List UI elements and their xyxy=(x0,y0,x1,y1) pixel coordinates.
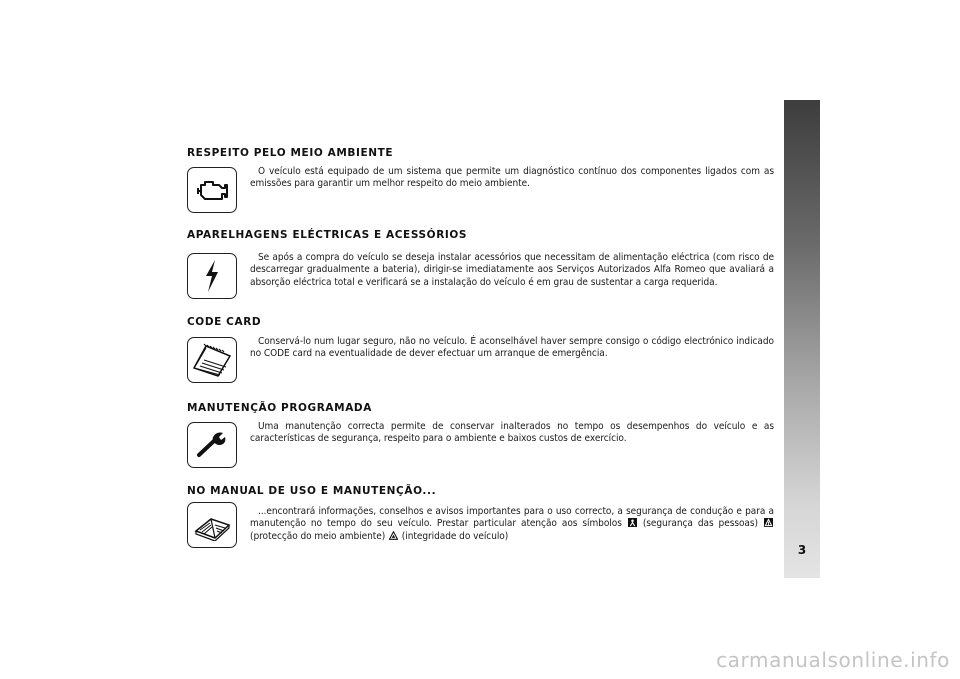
section-title-maintenance: MANUTENÇÃO PROGRAMADA xyxy=(187,402,372,414)
engine-icon-box xyxy=(187,167,237,213)
section-title-environment: RESPEITO PELO MEIO AMBIENTE xyxy=(187,147,394,159)
person-safety-icon xyxy=(628,518,637,527)
code-card-icon xyxy=(192,342,232,378)
section-text-maintenance: Uma manutenção correcta permite de conservar inalterados no tempo os desempenhos do veículo e as características de segurança, respeito para o ambiente e baixos custos de exercício. xyxy=(250,421,774,445)
open-book-icon xyxy=(193,509,231,541)
watermark: carmanualsonline.info xyxy=(716,648,950,672)
lightning-icon-box xyxy=(187,253,237,299)
side-tab xyxy=(784,100,820,578)
section-text-environment: O veículo está equipado de um sistema que permite um diagnóstico contínuo dos componentes ligados com as emissões para garantir um melhor respeito do meio ambiente. xyxy=(250,166,774,190)
wrench-icon-box xyxy=(187,422,237,468)
section-title-code-card: CODE CARD xyxy=(187,316,262,328)
section-title-electrical: APARELHAGENS ELÉCTRICAS E ACESSÓRIOS xyxy=(187,229,468,241)
open-book-icon-box xyxy=(187,502,237,548)
lightning-icon xyxy=(201,258,223,294)
page-number: 3 xyxy=(797,543,807,557)
section-text-electrical: Se após a compra do veículo se deseja instalar acessórios que necessitam de alimentação eléctrica (com risco de descarregar gradualmente a bateria), dirigir-se imediatamente aos Serviços Autorizados Alfa Romeo que avaliará a absorção eléctrica total e verificará se a instalação do veículo é em grau de sustentar a carga requerida. xyxy=(250,252,774,288)
engine-icon xyxy=(195,177,229,203)
code-card-icon-box xyxy=(187,337,237,383)
section-text-code-card: Conservá-lo num lugar seguro, não no veículo. É aconselhável haver sempre consigo o código electrónico indicado no CODE card na eventualidade de dever efectuar um arranque de emergência. xyxy=(250,336,774,360)
environment-icon xyxy=(764,518,773,527)
vehicle-integrity-icon xyxy=(389,531,398,540)
section-text-manual: ...encontrará informações, conselhos e avisos importantes para o uso correcto, a segurança de condução e para a manutenção no tempo do seu veículo. Prestar particular atenção aos símbolos (segurança das pessoas) (protecção do meio ambiente) (integridade do veículo) xyxy=(250,506,774,542)
section-title-manual: NO MANUAL DE USO E MANUTENÇÃO... xyxy=(187,485,437,497)
wrench-icon xyxy=(195,430,229,460)
